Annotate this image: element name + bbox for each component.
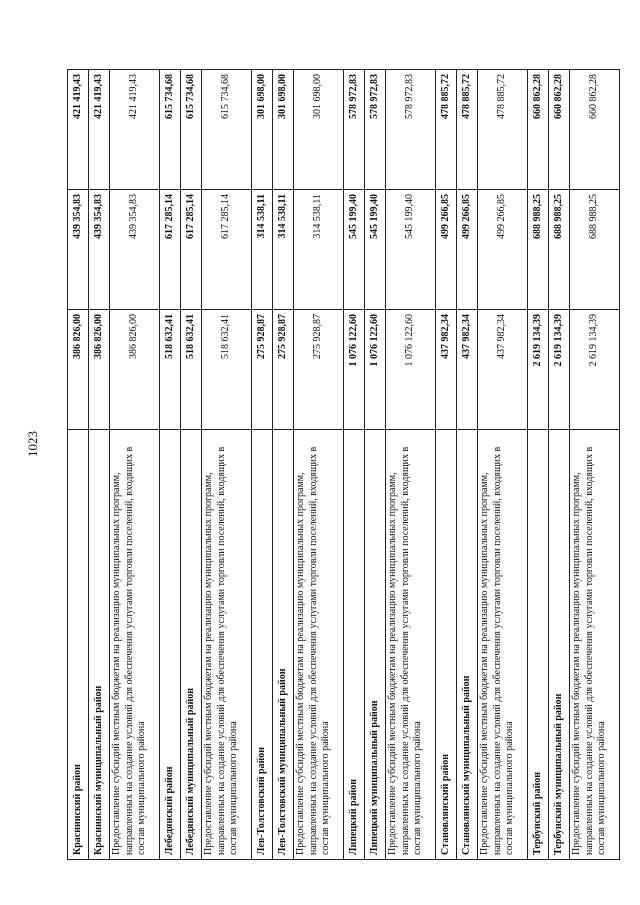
cell-name: Становлянский муниципальный район <box>457 430 478 860</box>
table-row-district <box>344 70 365 860</box>
cell-name: Липецкий район <box>344 430 365 860</box>
cell-value-1: 1 076 122,60 <box>365 310 386 430</box>
cell-value-1: 2 619 134,39 <box>549 310 570 430</box>
cell-value-1: 2 619 134,39 <box>528 310 549 430</box>
cell-value-1: 437 982,34 <box>478 310 528 430</box>
cell-value-2: 617 285,14 <box>202 190 252 310</box>
table-row-description <box>478 70 528 860</box>
rotated-table-frame <box>67 70 607 860</box>
cell-name: Предоставление субсидий местным бюджетам на реализацию муниципальных программ, направленных на создание условий для обеспечения услугами торговли поселений, входящих в состав муниципального района <box>110 430 160 860</box>
table-row-district <box>160 70 181 860</box>
cell-name: Краснинский район <box>68 430 89 860</box>
cell-value-1: 518 632,41 <box>202 310 252 430</box>
cell-value-2: 617 285,14 <box>160 190 181 310</box>
cell-value-2: 545 199,40 <box>365 190 386 310</box>
cell-name: Краснинский муниципальный район <box>89 430 110 860</box>
cell-name: Предоставление субсидий местным бюджетам на реализацию муниципальных программ, направленных на создание условий для обеспечения услугами торговли поселений, входящих в состав муниципального района <box>202 430 252 860</box>
cell-value-2: 439 354,83 <box>89 190 110 310</box>
cell-name: Предоставление субсидий местным бюджетам на реализацию муниципальных программ, направленных на создание условий для обеспечения услугами торговли поселений, входящих в состав муниципального района <box>570 430 620 860</box>
table-row-district <box>273 70 294 860</box>
cell-value-2: 314 538,11 <box>273 190 294 310</box>
cell-value-2: 545 199,40 <box>344 190 365 310</box>
cell-value-3: 660 862,28 <box>549 70 570 190</box>
cell-name: Предоставление субсидий местным бюджетам на реализацию муниципальных программ, направленных на создание условий для обеспечения услугами торговли поселений, входящих в состав муниципального района <box>294 430 344 860</box>
cell-value-3: 421 419,43 <box>89 70 110 190</box>
cell-value-3: 301 698,00 <box>273 70 294 190</box>
cell-value-1: 437 982,34 <box>436 310 457 430</box>
cell-name: Липецкий муниципальный район <box>365 430 386 860</box>
cell-value-1: 386 826,00 <box>68 310 89 430</box>
table-row-description <box>110 70 160 860</box>
cell-value-2: 688 988,25 <box>528 190 549 310</box>
cell-value-2: 439 354,83 <box>68 190 89 310</box>
cell-value-3: 615 734,68 <box>202 70 252 190</box>
cell-value-1: 518 632,41 <box>160 310 181 430</box>
cell-value-1: 1 076 122,60 <box>386 310 436 430</box>
cell-name: Тербунский муниципальный район <box>549 430 570 860</box>
table-row-district <box>528 70 549 860</box>
cell-value-1: 2 619 134,39 <box>570 310 620 430</box>
budget-table-container <box>67 70 607 860</box>
cell-value-2: 499 266,85 <box>478 190 528 310</box>
table-row-description <box>202 70 252 860</box>
cell-value-3: 478 885,72 <box>457 70 478 190</box>
table-row-district <box>549 70 570 860</box>
cell-value-1: 518 632,41 <box>181 310 202 430</box>
budget-table-body <box>68 70 620 860</box>
cell-value-3: 478 885,72 <box>478 70 528 190</box>
cell-value-3: 615 734,68 <box>160 70 181 190</box>
cell-name: Лебедянский муниципальный район <box>181 430 202 860</box>
cell-value-3: 615 734,68 <box>181 70 202 190</box>
cell-value-3: 301 698,00 <box>252 70 273 190</box>
budget-table <box>67 69 620 860</box>
table-row-description <box>570 70 620 860</box>
cell-value-2: 314 538,11 <box>294 190 344 310</box>
cell-name: Лев-Толстовский район <box>252 430 273 860</box>
cell-value-1: 1 076 122,60 <box>344 310 365 430</box>
cell-value-1: 275 928,87 <box>273 310 294 430</box>
table-row-district <box>68 70 89 860</box>
table-row-district <box>365 70 386 860</box>
cell-value-3: 301 698,00 <box>294 70 344 190</box>
table-row-district <box>252 70 273 860</box>
table-row-description <box>294 70 344 860</box>
cell-value-3: 421 419,43 <box>68 70 89 190</box>
table-row-district <box>457 70 478 860</box>
cell-value-1: 275 928,87 <box>294 310 344 430</box>
cell-name: Становлянский район <box>436 430 457 860</box>
cell-value-3: 578 972,83 <box>344 70 365 190</box>
cell-value-2: 688 988,25 <box>570 190 620 310</box>
table-row-district <box>181 70 202 860</box>
table-row-description <box>386 70 436 860</box>
cell-value-2: 314 538,11 <box>252 190 273 310</box>
cell-value-3: 578 972,83 <box>365 70 386 190</box>
cell-name: Предоставление субсидий местным бюджетам на реализацию муниципальных программ, направленных на создание условий для обеспечения услугами торговли поселений, входящих в состав муниципального района <box>386 430 436 860</box>
cell-value-2: 545 199,40 <box>386 190 436 310</box>
cell-value-1: 437 982,34 <box>457 310 478 430</box>
cell-value-3: 478 885,72 <box>436 70 457 190</box>
cell-value-2: 439 354,83 <box>110 190 160 310</box>
cell-value-2: 499 266,85 <box>457 190 478 310</box>
cell-name: Лев-Толстовский муниципальный район <box>273 430 294 860</box>
cell-value-3: 421 419,43 <box>110 70 160 190</box>
cell-value-3: 660 862,28 <box>570 70 620 190</box>
cell-value-2: 688 988,25 <box>549 190 570 310</box>
table-row-district <box>89 70 110 860</box>
page-number: 1023 <box>25 431 40 457</box>
cell-name: Предоставление субсидий местным бюджетам на реализацию муниципальных программ, направленных на создание условий для обеспечения услугами торговли поселений, входящих в состав муниципального района <box>478 430 528 860</box>
cell-value-2: 617 285,14 <box>181 190 202 310</box>
cell-value-1: 386 826,00 <box>110 310 160 430</box>
cell-value-3: 578 972,83 <box>386 70 436 190</box>
cell-value-1: 386 826,00 <box>89 310 110 430</box>
cell-value-2: 499 266,85 <box>436 190 457 310</box>
cell-name: Тербунский район <box>528 430 549 860</box>
cell-value-3: 660 862,28 <box>528 70 549 190</box>
table-row-district <box>436 70 457 860</box>
cell-value-1: 275 928,87 <box>252 310 273 430</box>
cell-name: Лебедянский район <box>160 430 181 860</box>
